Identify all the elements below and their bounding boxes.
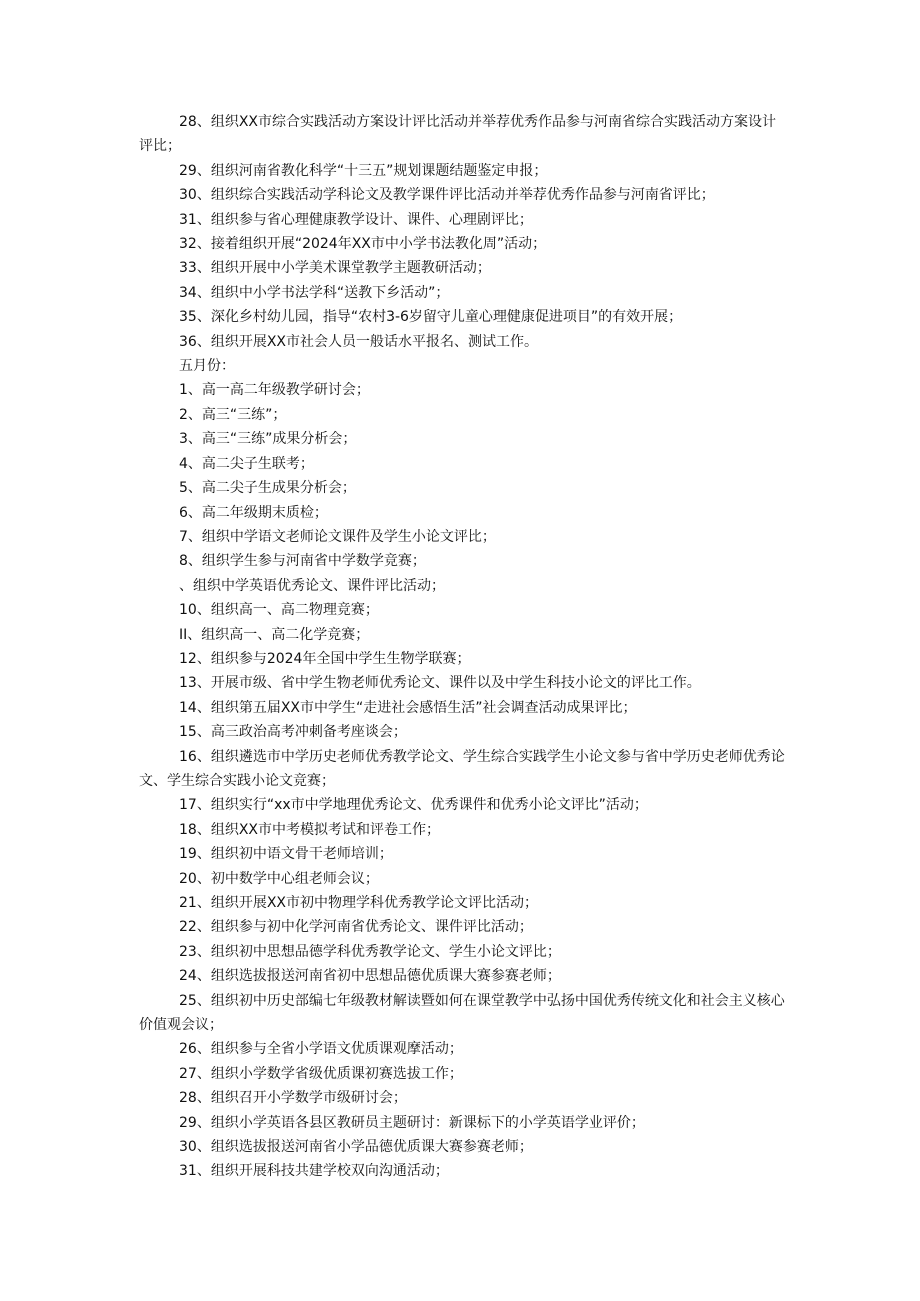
list-item-21-may: 21、组织开展XX市初中物理学科优秀教学论文评比活动； bbox=[179, 895, 538, 911]
list-item-22-may: 22、组织参与初中化学河南省优秀论文、课件评比活动； bbox=[179, 919, 533, 936]
list-item-2-may: 2、高三“三练”； bbox=[179, 406, 287, 423]
list-item-36-apr: 36、组织开展XX市社会人员一般话水平报名、测试工作。 bbox=[179, 333, 538, 350]
list-item-10-may: 10、组织高一、高二物理竞赛； bbox=[179, 602, 379, 619]
list-item-11-may: II、组织高一、高二化学竞赛； bbox=[179, 626, 370, 643]
list-item-8-may: 8、组织学生参与河南省中学数学竞赛； bbox=[179, 553, 426, 570]
list-item-34-apr: 34、组织中小学书法学科“送教下乡活动”； bbox=[179, 284, 450, 301]
list-item-16-may: 16、组织遴选市中学历史老师优秀教学论文、学生综合实践学生小论文参与省中学历史老师优秀论文、学生综合实践小论文竞赛； bbox=[139, 748, 785, 789]
list-item-31-apr: 31、组织参与省心理健康教学设计、课件、心理剧评比； bbox=[179, 211, 533, 228]
list-item-14-may: 14、组织第五届XX市中学生“走进社会感悟生活”社会调查活动成果评比； bbox=[179, 699, 637, 716]
list-item-26-may: 26、组织参与全省小学语文优质课观摩活动； bbox=[179, 1041, 463, 1058]
list-item-4-may: 4、高二尖子生联考； bbox=[179, 455, 314, 472]
list-item-17-may: 17、组织实行“xx市中学地理优秀论文、优秀课件和优秀小论文评比”活动； bbox=[179, 797, 648, 814]
list-item-28-apr: 28、组织XX市综合实践活动方案设计评比活动并举荐优秀作品参与河南省综合实践活动方案设计评比； bbox=[139, 114, 776, 155]
list-item-3-may: 3、高三“三练”成果分析会； bbox=[179, 431, 357, 448]
list-item-25-may: 25、组织初中历史部编七年级教材解读暨如何在课堂教学中弘扬中国优秀传统文化和社会主义核心价值观会议； bbox=[139, 992, 785, 1034]
list-item-7-may: 7、组织中学语文老师论文课件及学生小论文评比； bbox=[179, 528, 496, 545]
list-item-20-may: 20、初中数学中心组老师会议； bbox=[179, 870, 379, 887]
list-item-30-apr: 30、组织综合实践活动学科论文及教学课件评比活动并举荐优秀作品参与河南省评比； bbox=[179, 187, 715, 204]
list-item-31-may: 31、组织开展科技共建学校双向沟通活动； bbox=[179, 1163, 449, 1180]
list-item-15-may: 15、高三政治高考冲刺备考座谈会； bbox=[179, 724, 407, 741]
list-item-29-apr: 29、组织河南省教化科学“十三五”规划课题结题鉴定申报； bbox=[179, 162, 548, 179]
list-item-23-may: 23、组织初中思想品德学科优秀教学论文、学生小论文评比； bbox=[179, 943, 561, 960]
list-item-1-may: 1、高一高二年级教学研讨会； bbox=[179, 382, 370, 399]
list-item-19-may: 19、组织初中语文骨干老师培训； bbox=[179, 846, 393, 863]
list-item-13-may: 13、开展市级、省中学生物老师优秀论文、课件以及中学生科技小论文的评比工作。 bbox=[179, 675, 701, 692]
list-item-32-apr: 32、接着组织开展“2024年XX市中小学书法教化周”活动； bbox=[179, 236, 547, 253]
list-item-5-may: 5、高二尖子生成果分析会； bbox=[179, 480, 356, 497]
section-heading-may: 五月份： bbox=[179, 358, 235, 375]
list-item-18-may: 18、组织XX市中考模拟考试和评卷工作； bbox=[179, 821, 440, 838]
list-item-9-may: 、组织中学英语优秀论文、课件评比活动； bbox=[179, 577, 445, 594]
list-item-28-may: 28、组织召开小学数学市级研讨会； bbox=[179, 1090, 407, 1107]
list-item-24-may: 24、组织选拔报送河南省初中思想品德优质课大赛参赛老师； bbox=[179, 968, 561, 985]
list-item-29-may: 29、组织小学英语各县区教研员主题研讨：新课标下的小学英语学业评价； bbox=[179, 1114, 645, 1131]
list-item-35-apr: 35、深化乡村幼儿园，指导“农村3-6岁留守儿童心理健康促进项目”的有效开展； bbox=[179, 309, 683, 326]
list-item-6-may: 6、高二年级期末质检； bbox=[179, 504, 328, 521]
list-item-33-apr: 33、组织开展中小学美术课堂教学主题教研活动； bbox=[179, 260, 491, 277]
list-item-12-may: 12、组织参与2024年全国中学生生物学联赛； bbox=[179, 650, 471, 667]
list-item-30-may: 30、组织选拔报送河南省小学品德优质课大赛参赛老师； bbox=[179, 1139, 533, 1156]
list-item-27-may: 27、组织小学数学省级优质课初赛选拔工作； bbox=[179, 1065, 463, 1082]
document-body bbox=[139, 110, 789, 1184]
